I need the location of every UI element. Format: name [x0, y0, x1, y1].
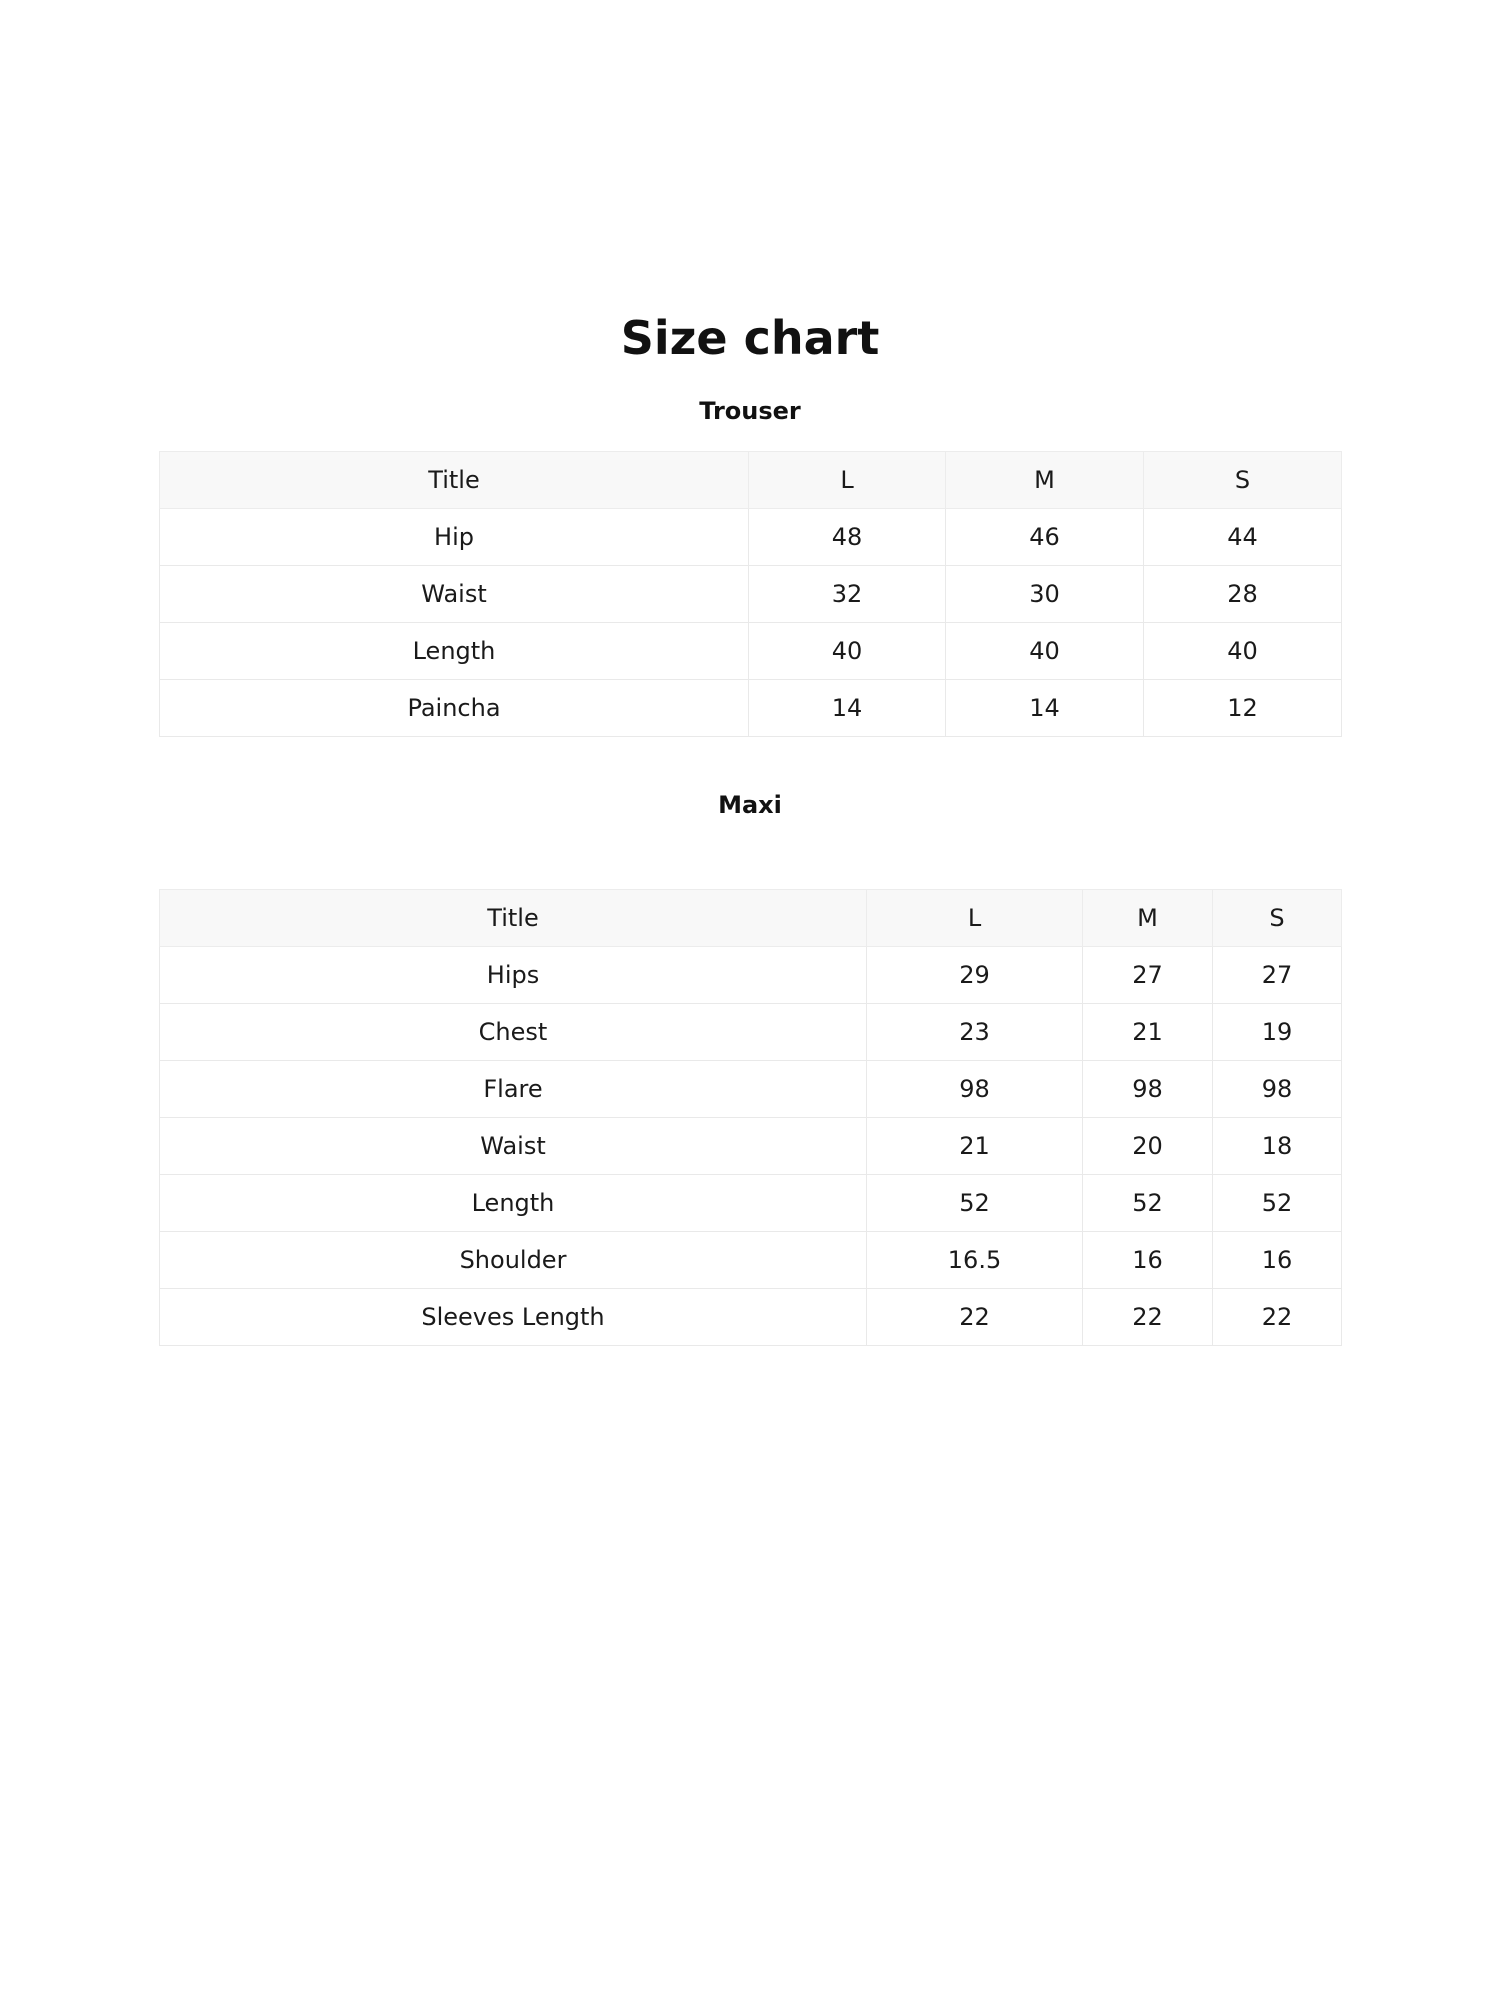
table-cell: 19: [1213, 1004, 1342, 1061]
table-cell: 22: [1083, 1289, 1213, 1346]
table-cell: 27: [1213, 947, 1342, 1004]
column-header: S: [1213, 890, 1342, 947]
table-cell: 16: [1213, 1232, 1342, 1289]
table-cell: 22: [1213, 1289, 1342, 1346]
table-row: [160, 680, 1342, 737]
table-cell: 52: [867, 1175, 1083, 1232]
page-title: Size chart: [620, 311, 880, 365]
row-title: Chest: [160, 1004, 867, 1061]
table-row: [160, 1175, 1342, 1232]
table-row: [160, 1061, 1342, 1118]
row-title: Flare: [160, 1061, 867, 1118]
table-header-row: [160, 452, 1342, 509]
table-cell: 27: [1083, 947, 1213, 1004]
table-cell: 30: [946, 566, 1144, 623]
table-cell: 20: [1083, 1118, 1213, 1175]
table-cell: 16.5: [867, 1232, 1083, 1289]
table-cell: 98: [1213, 1061, 1342, 1118]
column-header: Title: [160, 452, 749, 509]
table-cell: 22: [867, 1289, 1083, 1346]
table-cell: 29: [867, 947, 1083, 1004]
table-row: [160, 1232, 1342, 1289]
table-row: [160, 623, 1342, 680]
table-cell: 52: [1083, 1175, 1213, 1232]
table-header-row: [160, 890, 1342, 947]
table-cell: 14: [946, 680, 1144, 737]
table-cell: 48: [749, 509, 946, 566]
maxi-size-table: [159, 889, 1342, 1346]
row-title: Waist: [160, 566, 749, 623]
table-cell: 12: [1144, 680, 1342, 737]
row-title: Shoulder: [160, 1232, 867, 1289]
table-cell: 52: [1213, 1175, 1342, 1232]
column-header: S: [1144, 452, 1342, 509]
table-cell: 40: [1144, 623, 1342, 680]
table-cell: 40: [749, 623, 946, 680]
table-row: [160, 1004, 1342, 1061]
table-cell: 14: [749, 680, 946, 737]
table-cell: 23: [867, 1004, 1083, 1061]
table-row: [160, 1118, 1342, 1175]
row-title: Length: [160, 1175, 867, 1232]
trouser-section-title: Trouser: [699, 397, 801, 425]
table-cell: 28: [1144, 566, 1342, 623]
column-header: L: [749, 452, 946, 509]
table-row: [160, 947, 1342, 1004]
table-cell: 18: [1213, 1118, 1342, 1175]
row-title: Sleeves Length: [160, 1289, 867, 1346]
column-header: M: [946, 452, 1144, 509]
table-cell: 21: [867, 1118, 1083, 1175]
row-title: Waist: [160, 1118, 867, 1175]
row-title: Length: [160, 623, 749, 680]
table-cell: 44: [1144, 509, 1342, 566]
table-row: [160, 1289, 1342, 1346]
column-header: Title: [160, 890, 867, 947]
column-header: L: [867, 890, 1083, 947]
table-cell: 16: [1083, 1232, 1213, 1289]
maxi-section-title: Maxi: [718, 791, 782, 819]
table-cell: 21: [1083, 1004, 1213, 1061]
table-row: [160, 566, 1342, 623]
table-row: [160, 509, 1342, 566]
row-title: Hip: [160, 509, 749, 566]
row-title: Paincha: [160, 680, 749, 737]
row-title: Hips: [160, 947, 867, 1004]
table-cell: 98: [867, 1061, 1083, 1118]
table-cell: 46: [946, 509, 1144, 566]
column-header: M: [1083, 890, 1213, 947]
trouser-size-table: [159, 451, 1342, 737]
table-cell: 32: [749, 566, 946, 623]
table-cell: 98: [1083, 1061, 1213, 1118]
table-cell: 40: [946, 623, 1144, 680]
